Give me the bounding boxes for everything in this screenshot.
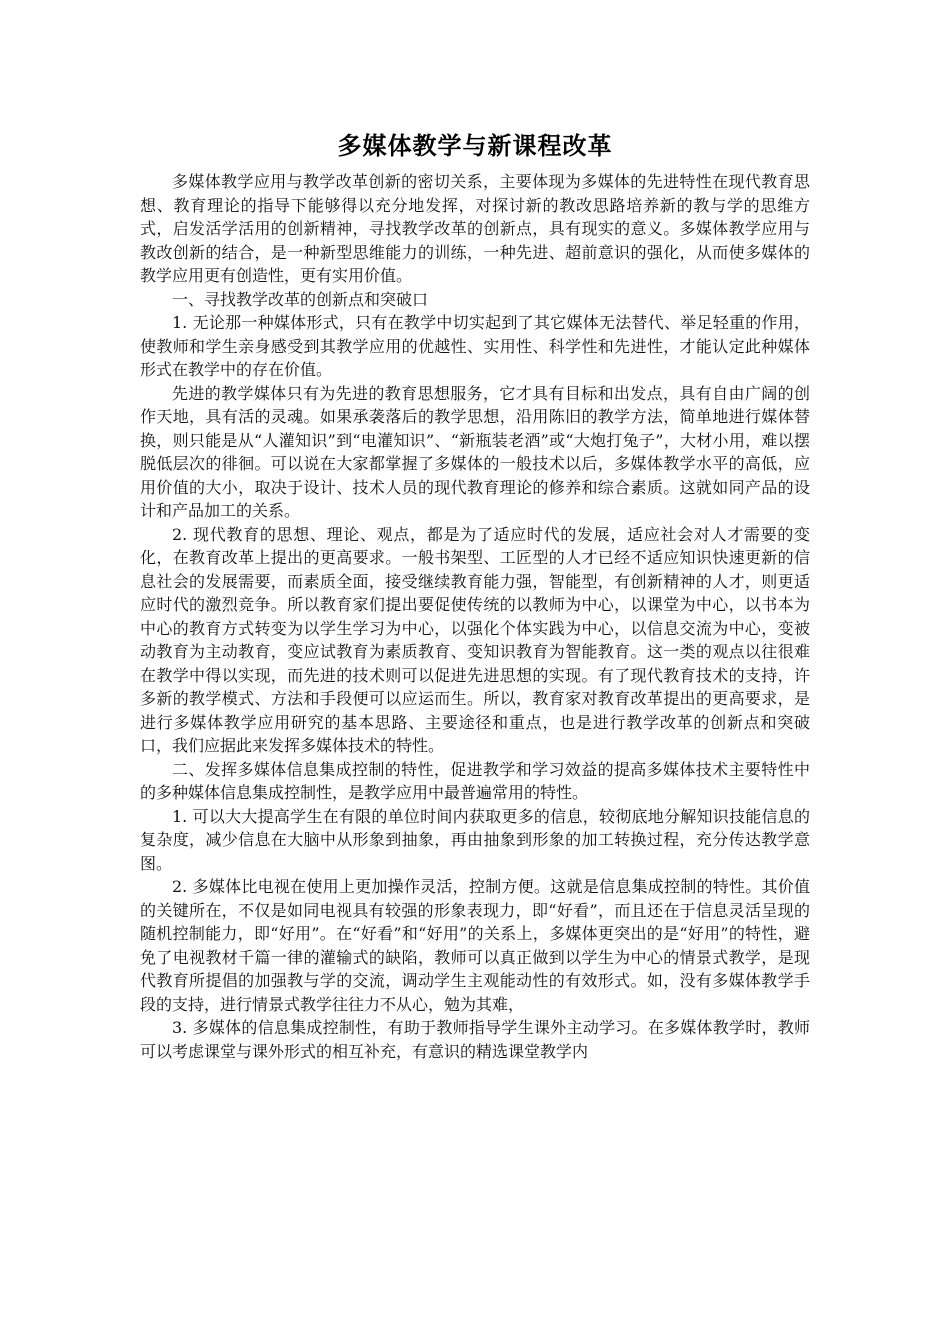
paragraph-2-3: 3. 多媒体的信息集成控制性，有助于教师指导学生课外主动学习。在多媒体教学时，教师可以考虑课堂与课外形式的相互补充，有意识的精选课堂教学内 bbox=[140, 1018, 810, 1061]
paragraph-2-1: 1. 可以大大提高学生在有限的单位时间内获取更多的信息，较彻底地分解知识技能信息的复杂度，减少信息在大脑中从形象到抽象，再由抽象到形象的加工转换过程，充分传达教学意图。 bbox=[140, 806, 810, 873]
paragraph-intro: 多媒体教学应用与教学改革创新的密切关系，主要体现为多媒体的先进特性在现代教育思想、教育理论的指导下能够得以充分地发挥，对探讨新的教改思路培养新的教与学的思维方式，启发活学活用的创新精神，寻找教学改革的创新点，具有现实的意义。多媒体教学应用与教改创新的结合，是一种新型思维能力的训练，一种先进、超前意识的强化，从而使多媒体的教学应用更有创造性，更有实用价值。 bbox=[140, 172, 810, 285]
paragraph-2-2: 2. 多媒体比电视在使用上更加操作灵活，控制方便。这就是信息集成控制的特性。其价值的关键所在，不仅是如同电视具有较强的形象表现力，即“好看”，而且还在于信息灵活呈现的随机控制能力，即“好用”。在“好看”和“好用”的关系上，多媒体更突出的是“好用”的特性，避免了电视教材千篇一律的灌输式的缺陷，教师可以真正做到以学生为中心的情景式教学，是现代教育所提倡的加强教与学的交流，调动学生主观能动性的有效形式。如，没有多媒体教学手段的支持，进行情景式教学往往力不从心，勉为其难， bbox=[140, 877, 810, 1014]
paragraph-1-1-cont: 先进的教学媒体只有为先进的教育思想服务，它才具有目标和出发点，具有自由广阔的创作天地，具有活的灵魂。如果承袭落后的教学思想，沿用陈旧的教学方法，简单地进行媒体替换，则只能是从“人灌知识”到“电灌知识”、“新瓶装老酒”或“大炮打兔子”，大材小用，难以摆脱低层次的徘徊。可以说在大家都掌握了多媒体的一般技术以后，多媒体教学水平的高低，应用价值的大小，取决于设计、技术人员的现代教育理论的修养和综合素质。这就如同产品的设计和产品加工的关系。 bbox=[140, 383, 810, 520]
document-title: 多媒体教学与新课程改革 bbox=[337, 132, 613, 160]
section-heading-2: 二、发挥多媒体信息集成控制的特性，促进教学和学习效益的提高多媒体技术主要特性中的多种媒体信息集成控制性，是教学应用中最普遍常用的特性。 bbox=[140, 759, 810, 802]
document-body bbox=[140, 128, 810, 1063]
paragraph-1-1: 1. 无论那一种媒体形式，只有在教学中切实起到了其它媒体无法替代、举足轻重的作用，使教师和学生亲身感受到其教学应用的优越性、实用性、科学性和先进性，才能认定此种媒体形式在教学中的存在价值。 bbox=[140, 313, 810, 379]
section-heading-1: 一、寻找教学改革的创新点和突破口 bbox=[172, 289, 429, 309]
paragraph-1-2: 2. 现代教育的思想、理论、观点，都是为了适应时代的发展，适应社会对人才需要的变化，在教育改革上提出的更高要求。一般书架型、工匠型的人才已经不适应知识快速更新的信息社会的发展需要，而素质全面，接受继续教育能力强，智能型，有创新精神的人才，则更适应时代的激烈竞争。所以教育家们提出要促使传统的以教师为中心，以课堂为中心，以书本为中心的教育方式转变为以学生学习为中心，以强化个体实践为中心，以信息交流为中心，变被动教育为主动教育，变应试教育为素质教育、变知识教育为智能教育。这一类的观点以往很难在教学中得以实现，而先进的技术则可以促进先进思想的实现。有了现代教育技术的支持，许多新的教学模式、方法和手段便可以应运而生。所以，教育家对教育改革提出的更高要求，是进行多媒体教学应用研究的基本思路、主要途径和重点，也是进行教学改革的创新点和突破口，我们应据此来发挥多媒体技术的特性。 bbox=[140, 524, 810, 755]
